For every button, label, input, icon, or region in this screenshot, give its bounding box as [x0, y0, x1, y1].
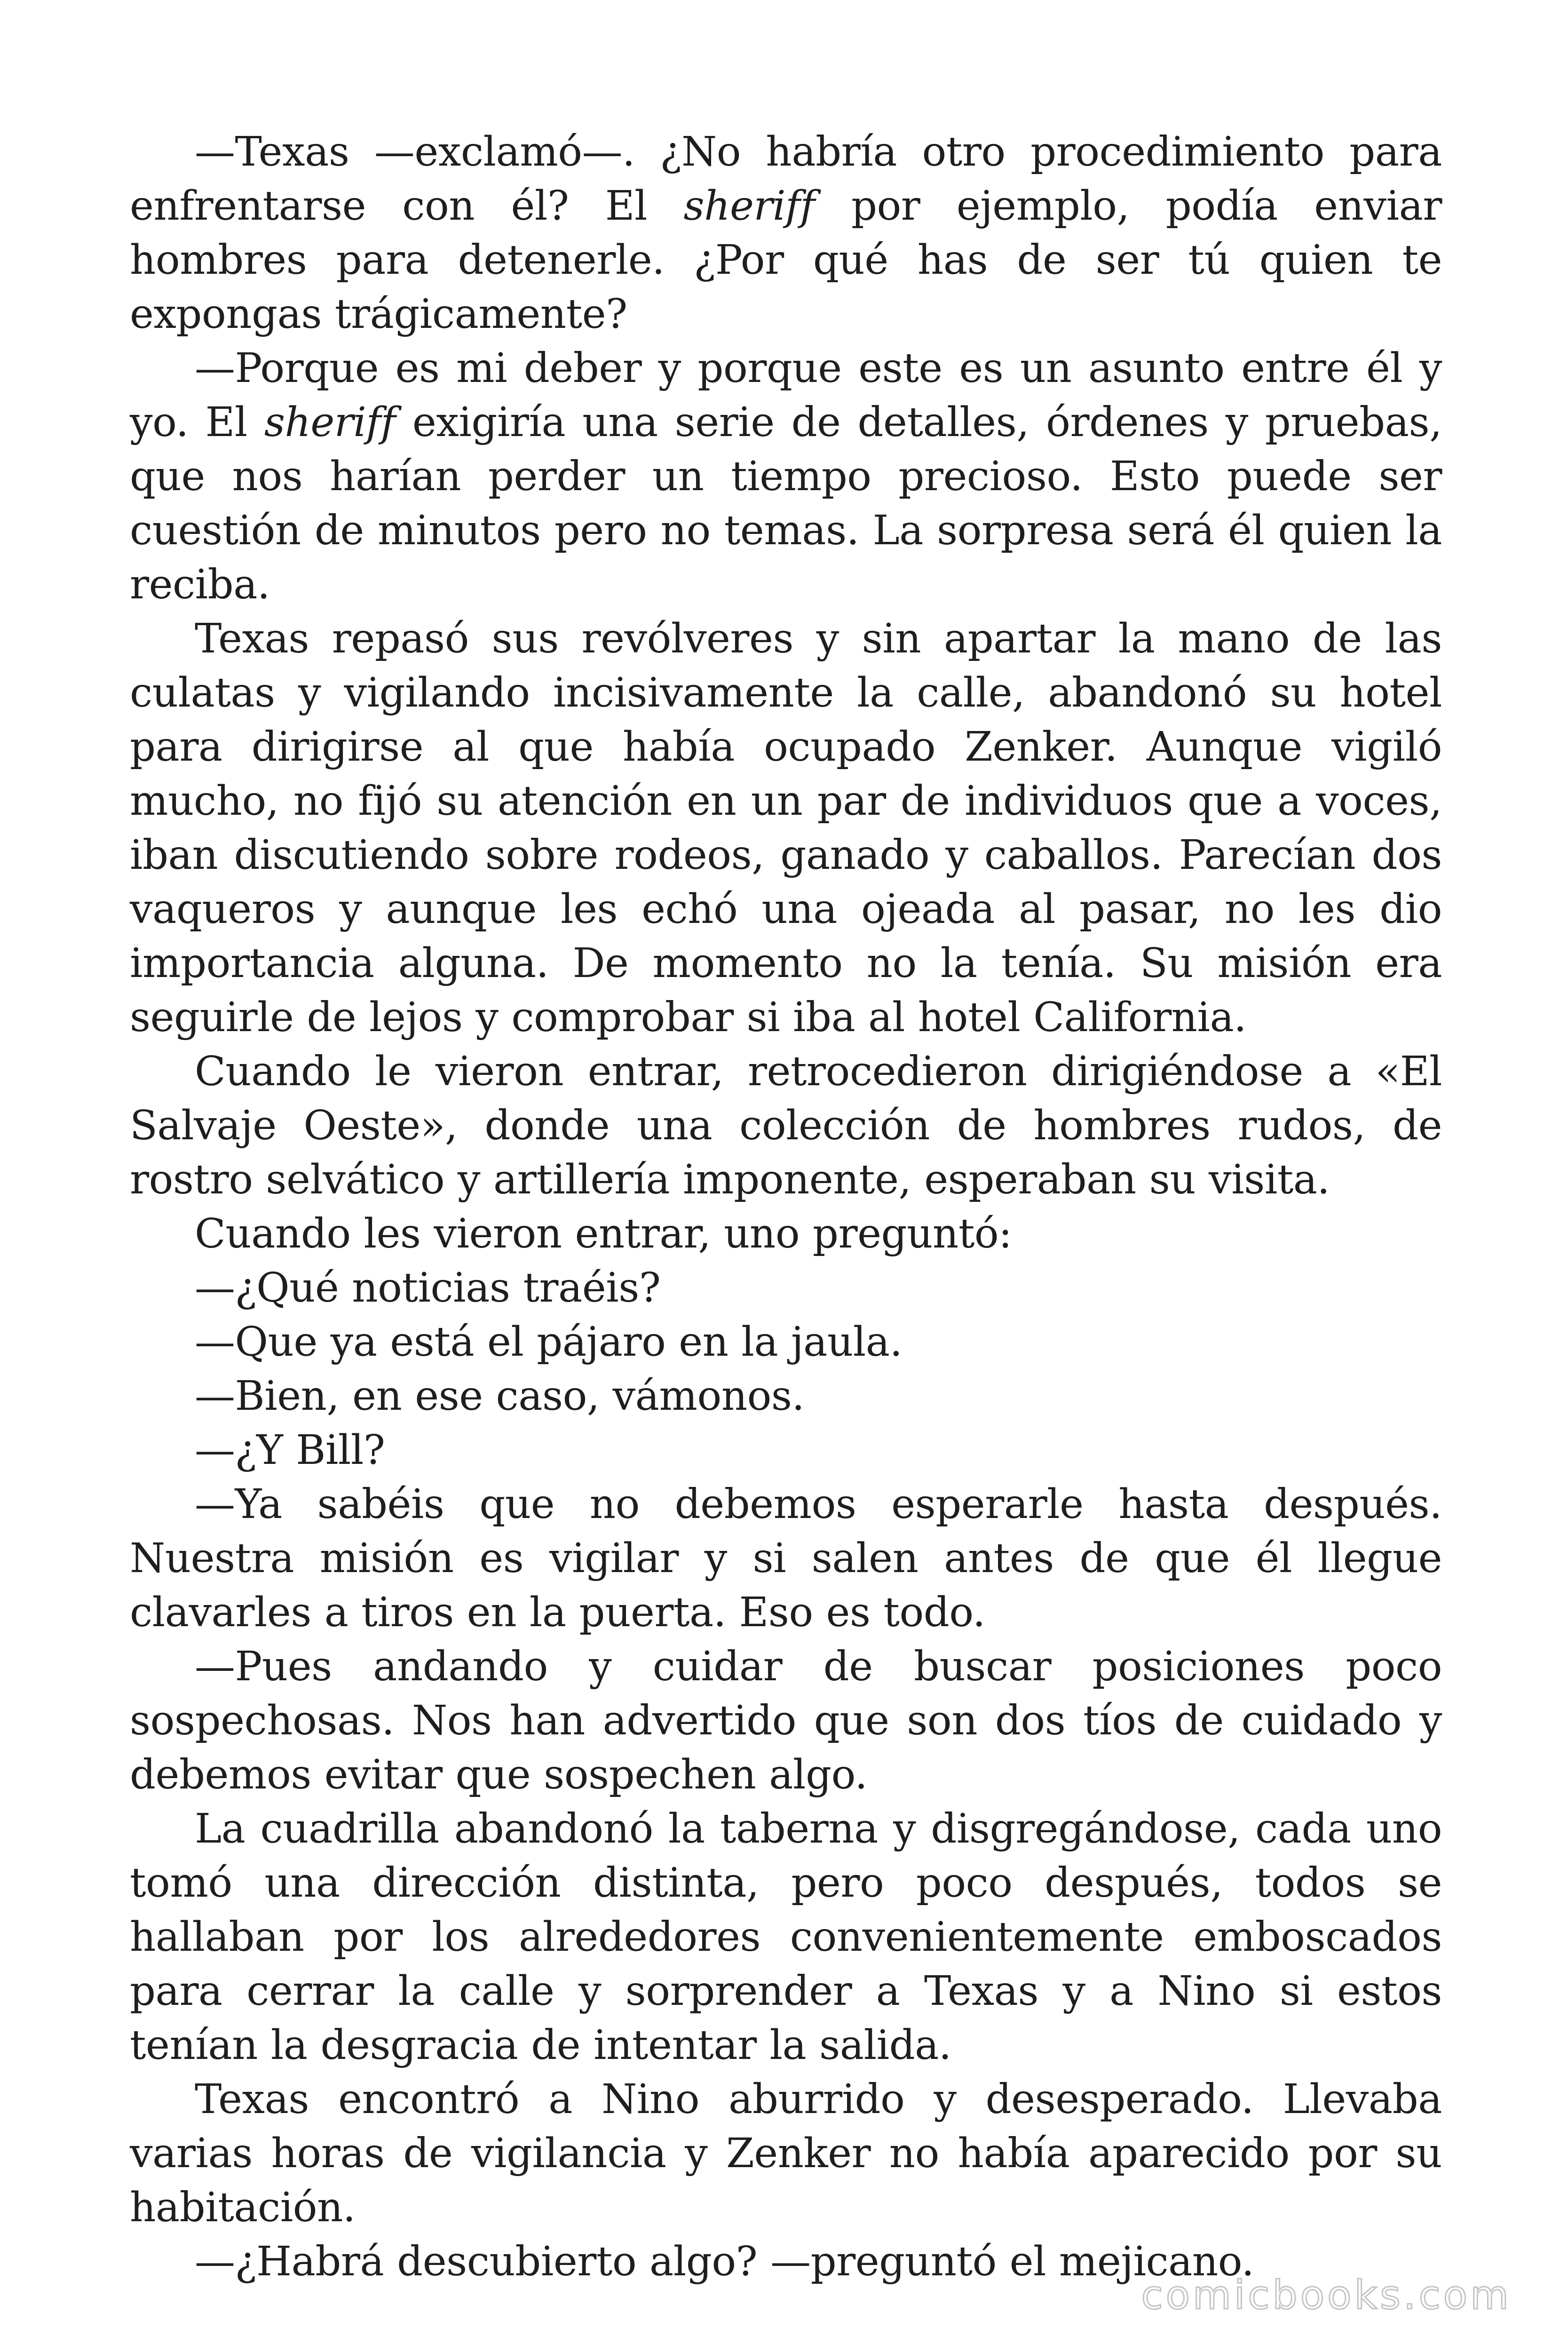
text-segment: La cuadrilla abandonó la taberna y disgregándose, cada uno tomó una dirección distinta, pero poco después, todos se hallaban por los alrededores convenientemente emboscados para cerrar la calle y sorprender a Texas y a Nino si estos tenían la desgracia de intentar la salida.	[130, 1805, 1442, 2069]
text-segment: Cuando le vieron entrar, retrocedieron dirigiéndose a «El Salvaje Oeste», donde una colección de hombres rudos, de rostro selvático y artillería imponente, esperaban su visita.	[130, 1048, 1442, 1203]
text-segment: por ejemplo, podía enviar hombres para detenerle. ¿Por qué has de ser tú quien te expongas trágicamente?	[130, 183, 1442, 338]
paragraph	[130, 612, 1442, 1045]
text-segment: —Bien, en ese caso, vámonos.	[195, 1373, 805, 1420]
text-segment: Cuando les vieron entrar, uno preguntó:	[195, 1210, 1012, 1257]
text-segment: —¿Qué noticias traéis?	[195, 1264, 661, 1311]
paragraph	[130, 1207, 1442, 1261]
text-segment: exigiría una serie de detalles, órdenes y pruebas, que nos harían perder un tiempo precioso. Esto puede ser cuestión de minutos pero no temas. La sorpresa será él quien la reciba.	[130, 399, 1442, 608]
paragraph	[130, 1369, 1442, 1423]
paragraph	[130, 1640, 1442, 1802]
italic-text: sheriff	[264, 399, 396, 446]
paragraph	[130, 125, 1442, 342]
text-segment: —Ya sabéis que no debemos esperarle hasta después. Nuestra misión es vigilar y si salen antes de que él llegue clavarles a tiros en la puerta. Eso es todo.	[130, 1481, 1442, 1636]
paragraph	[130, 1315, 1442, 1369]
watermark: comicbooks.com	[1141, 2272, 1512, 2318]
paragraph	[130, 1261, 1442, 1315]
paragraph	[130, 1478, 1442, 1640]
text-segment: —Texas —exclamó—. ¿No habría otro procedimiento para enfrentarse con él? El	[130, 128, 1442, 230]
italic-text: sheriff	[683, 183, 815, 230]
text-segment: —¿Y Bill?	[195, 1427, 385, 1474]
text-segment: Texas encontró a Nino aburrido y desesperado. Llevaba varias horas de vigilancia y Zenker no había aparecido por su habitación.	[130, 2076, 1442, 2231]
page-text	[130, 125, 1442, 2289]
text-segment: —Que ya está el pájaro en la jaula.	[195, 1319, 903, 1366]
paragraph	[130, 2073, 1442, 2235]
text-segment: Texas repasó sus revólveres y sin apartar la mano de las culatas y vigilando incisivamente la calle, abandonó su hotel para dirigirse al que había ocupado Zenker. Aunque vigiló mucho, no fijó su atención en un par de individuos que a voces, iban discutiendo sobre rodeos, ganado y caballos. Parecían dos vaqueros y aunque les echó una ojeada al pasar, no les dio importancia alguna. De momento no la tenía. Su misión era seguirle de lejos y comprobar si iba al hotel California.	[130, 615, 1442, 1041]
paragraph	[130, 1802, 1442, 2073]
text-segment: —¿Habrá descubierto algo? —preguntó el mejicano.	[195, 2238, 1254, 2285]
text-segment: —Pues andando y cuidar de buscar posiciones poco sospechosas. Nos han advertido que son dos tíos de cuidado y debemos evitar que sospechen algo.	[130, 1643, 1442, 1798]
paragraph	[130, 1423, 1442, 1478]
paragraph	[130, 342, 1442, 612]
paragraph	[130, 1045, 1442, 1207]
text-segment: —Porque es mi deber y porque este es un asunto entre él y yo. El	[130, 345, 1442, 446]
